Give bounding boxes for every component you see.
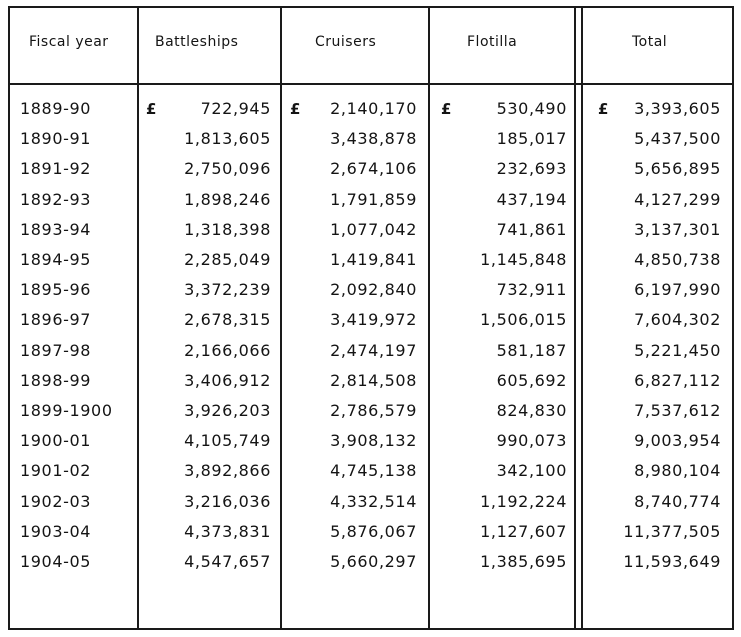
cell-total: 5,221,450	[634, 340, 721, 360]
table-row	[0, 487, 741, 517]
cell-total: 6,827,112	[634, 370, 721, 390]
cell-fiscal-year: 1899-1900	[20, 401, 113, 420]
cell-total: 6,197,990	[634, 280, 721, 300]
cell-fiscal-year: 1893-94	[20, 219, 92, 239]
table-row	[0, 154, 741, 184]
cell-cruisers: 2,092,840	[330, 280, 417, 300]
cell-fiscal-year: 1898-99	[20, 370, 92, 390]
cell-total: 8,980,104	[634, 461, 721, 481]
table-row	[0, 215, 741, 245]
cell-cruisers: 4,332,514	[330, 491, 417, 511]
table-row	[0, 336, 741, 366]
cell-battleships: 2,678,315	[184, 310, 271, 330]
cell-battleships: 2,750,096	[184, 159, 271, 179]
cell-battleships: 1,898,246	[184, 189, 271, 209]
cell-battleships: 2,166,066	[184, 340, 271, 360]
cell-battleships: 4,105,749	[184, 431, 271, 451]
currency-symbol: £	[598, 100, 609, 118]
cell-cruisers: 2,786,579	[330, 401, 417, 420]
cell-flotilla: 1,506,015	[480, 310, 567, 330]
cell-cruisers: 2,140,170	[330, 99, 417, 118]
cell-cruisers: 2,814,508	[330, 370, 417, 390]
cell-battleships: 3,926,203	[184, 401, 271, 420]
cell-flotilla: 437,194	[496, 189, 567, 209]
cell-cruisers: 1,791,859	[330, 189, 417, 209]
cell-flotilla: 732,911	[496, 280, 567, 300]
cell-flotilla: 741,861	[496, 219, 567, 239]
table-row	[0, 94, 741, 124]
cell-fiscal-year: 1889-90	[20, 99, 92, 118]
cell-flotilla: 581,187	[496, 340, 567, 360]
header-total: Total	[632, 34, 668, 50]
cell-cruisers: 3,419,972	[330, 310, 417, 330]
cell-fiscal-year: 1891-92	[20, 159, 92, 179]
currency-symbol: £	[441, 100, 452, 118]
cell-fiscal-year: 1892-93	[20, 189, 92, 209]
cell-fiscal-year: 1903-04	[20, 521, 92, 541]
cell-battleships: 3,372,239	[184, 280, 271, 300]
header-divider	[8, 83, 734, 85]
header-flotilla: Flotilla	[467, 34, 518, 50]
header-fiscal-year: Fiscal year	[29, 34, 109, 50]
cell-flotilla: 1,145,848	[480, 250, 567, 269]
cell-battleships: 4,547,657	[184, 552, 271, 571]
table-row	[0, 305, 741, 335]
cell-total: 7,604,302	[634, 310, 721, 330]
cell-cruisers: 4,745,138	[330, 461, 417, 481]
cell-fiscal-year: 1901-02	[20, 461, 92, 481]
cell-fiscal-year: 1900-01	[20, 431, 92, 451]
cell-cruisers: 5,876,067	[330, 521, 417, 541]
cell-total: 3,393,605	[634, 99, 721, 118]
cell-battleships: 3,406,912	[184, 370, 271, 390]
cell-total: 5,437,500	[634, 129, 721, 149]
cell-fiscal-year: 1904-05	[20, 552, 92, 571]
cell-battleships: 1,318,398	[184, 219, 271, 239]
cell-total: 8,740,774	[634, 491, 721, 511]
cell-cruisers: 2,674,106	[330, 159, 417, 179]
cell-cruisers: 3,438,878	[330, 129, 417, 149]
cell-total: 4,850,738	[634, 250, 721, 269]
cell-cruisers: 2,474,197	[330, 340, 417, 360]
cell-total: 5,656,895	[634, 159, 721, 179]
table-row	[0, 517, 741, 547]
table-row	[0, 396, 741, 426]
cell-cruisers: 1,077,042	[330, 219, 417, 239]
table-row	[0, 124, 741, 154]
cell-total: 3,137,301	[634, 219, 721, 239]
cell-flotilla: 232,693	[496, 159, 567, 179]
cell-fiscal-year: 1895-96	[20, 280, 92, 300]
header-cruisers: Cruisers	[315, 34, 377, 50]
cell-battleships: 2,285,049	[184, 250, 271, 269]
cell-battleships: 3,892,866	[184, 461, 271, 481]
table-row	[0, 185, 741, 215]
cell-fiscal-year: 1896-97	[20, 310, 92, 330]
cell-total: 9,003,954	[634, 431, 721, 451]
table-row	[0, 245, 741, 275]
cell-fiscal-year: 1902-03	[20, 491, 92, 511]
table-row	[0, 366, 741, 396]
cell-cruisers: 3,908,132	[330, 431, 417, 451]
cell-flotilla: 1,127,607	[480, 521, 567, 541]
table-row	[0, 426, 741, 456]
cell-fiscal-year: 1890-91	[20, 129, 92, 149]
cell-total: 4,127,299	[634, 189, 721, 209]
cell-battleships: 722,945	[200, 99, 271, 118]
cell-flotilla: 824,830	[496, 401, 567, 420]
cell-flotilla: 1,192,224	[480, 491, 567, 511]
header-battleships: Battleships	[155, 34, 239, 50]
cell-cruisers: 5,660,297	[330, 552, 417, 571]
cell-battleships: 4,373,831	[184, 521, 271, 541]
cell-flotilla: 990,073	[496, 431, 567, 451]
table-row	[0, 275, 741, 305]
table-row	[0, 547, 741, 577]
cell-total: 11,593,649	[623, 552, 721, 571]
cell-flotilla: 1,385,695	[480, 552, 567, 571]
cell-cruisers: 1,419,841	[330, 250, 417, 269]
cell-fiscal-year: 1897-98	[20, 340, 92, 360]
cell-flotilla: 185,017	[496, 129, 567, 149]
cell-flotilla: 530,490	[496, 99, 567, 118]
cell-battleships: 3,216,036	[184, 491, 271, 511]
cell-flotilla: 342,100	[496, 461, 567, 481]
table-row	[0, 456, 741, 486]
cell-total: 11,377,505	[623, 521, 721, 541]
currency-symbol: £	[146, 100, 157, 118]
cell-battleships: 1,813,605	[184, 129, 271, 149]
cell-total: 7,537,612	[634, 401, 721, 420]
cell-fiscal-year: 1894-95	[20, 250, 92, 269]
currency-symbol: £	[290, 100, 301, 118]
cell-flotilla: 605,692	[496, 370, 567, 390]
